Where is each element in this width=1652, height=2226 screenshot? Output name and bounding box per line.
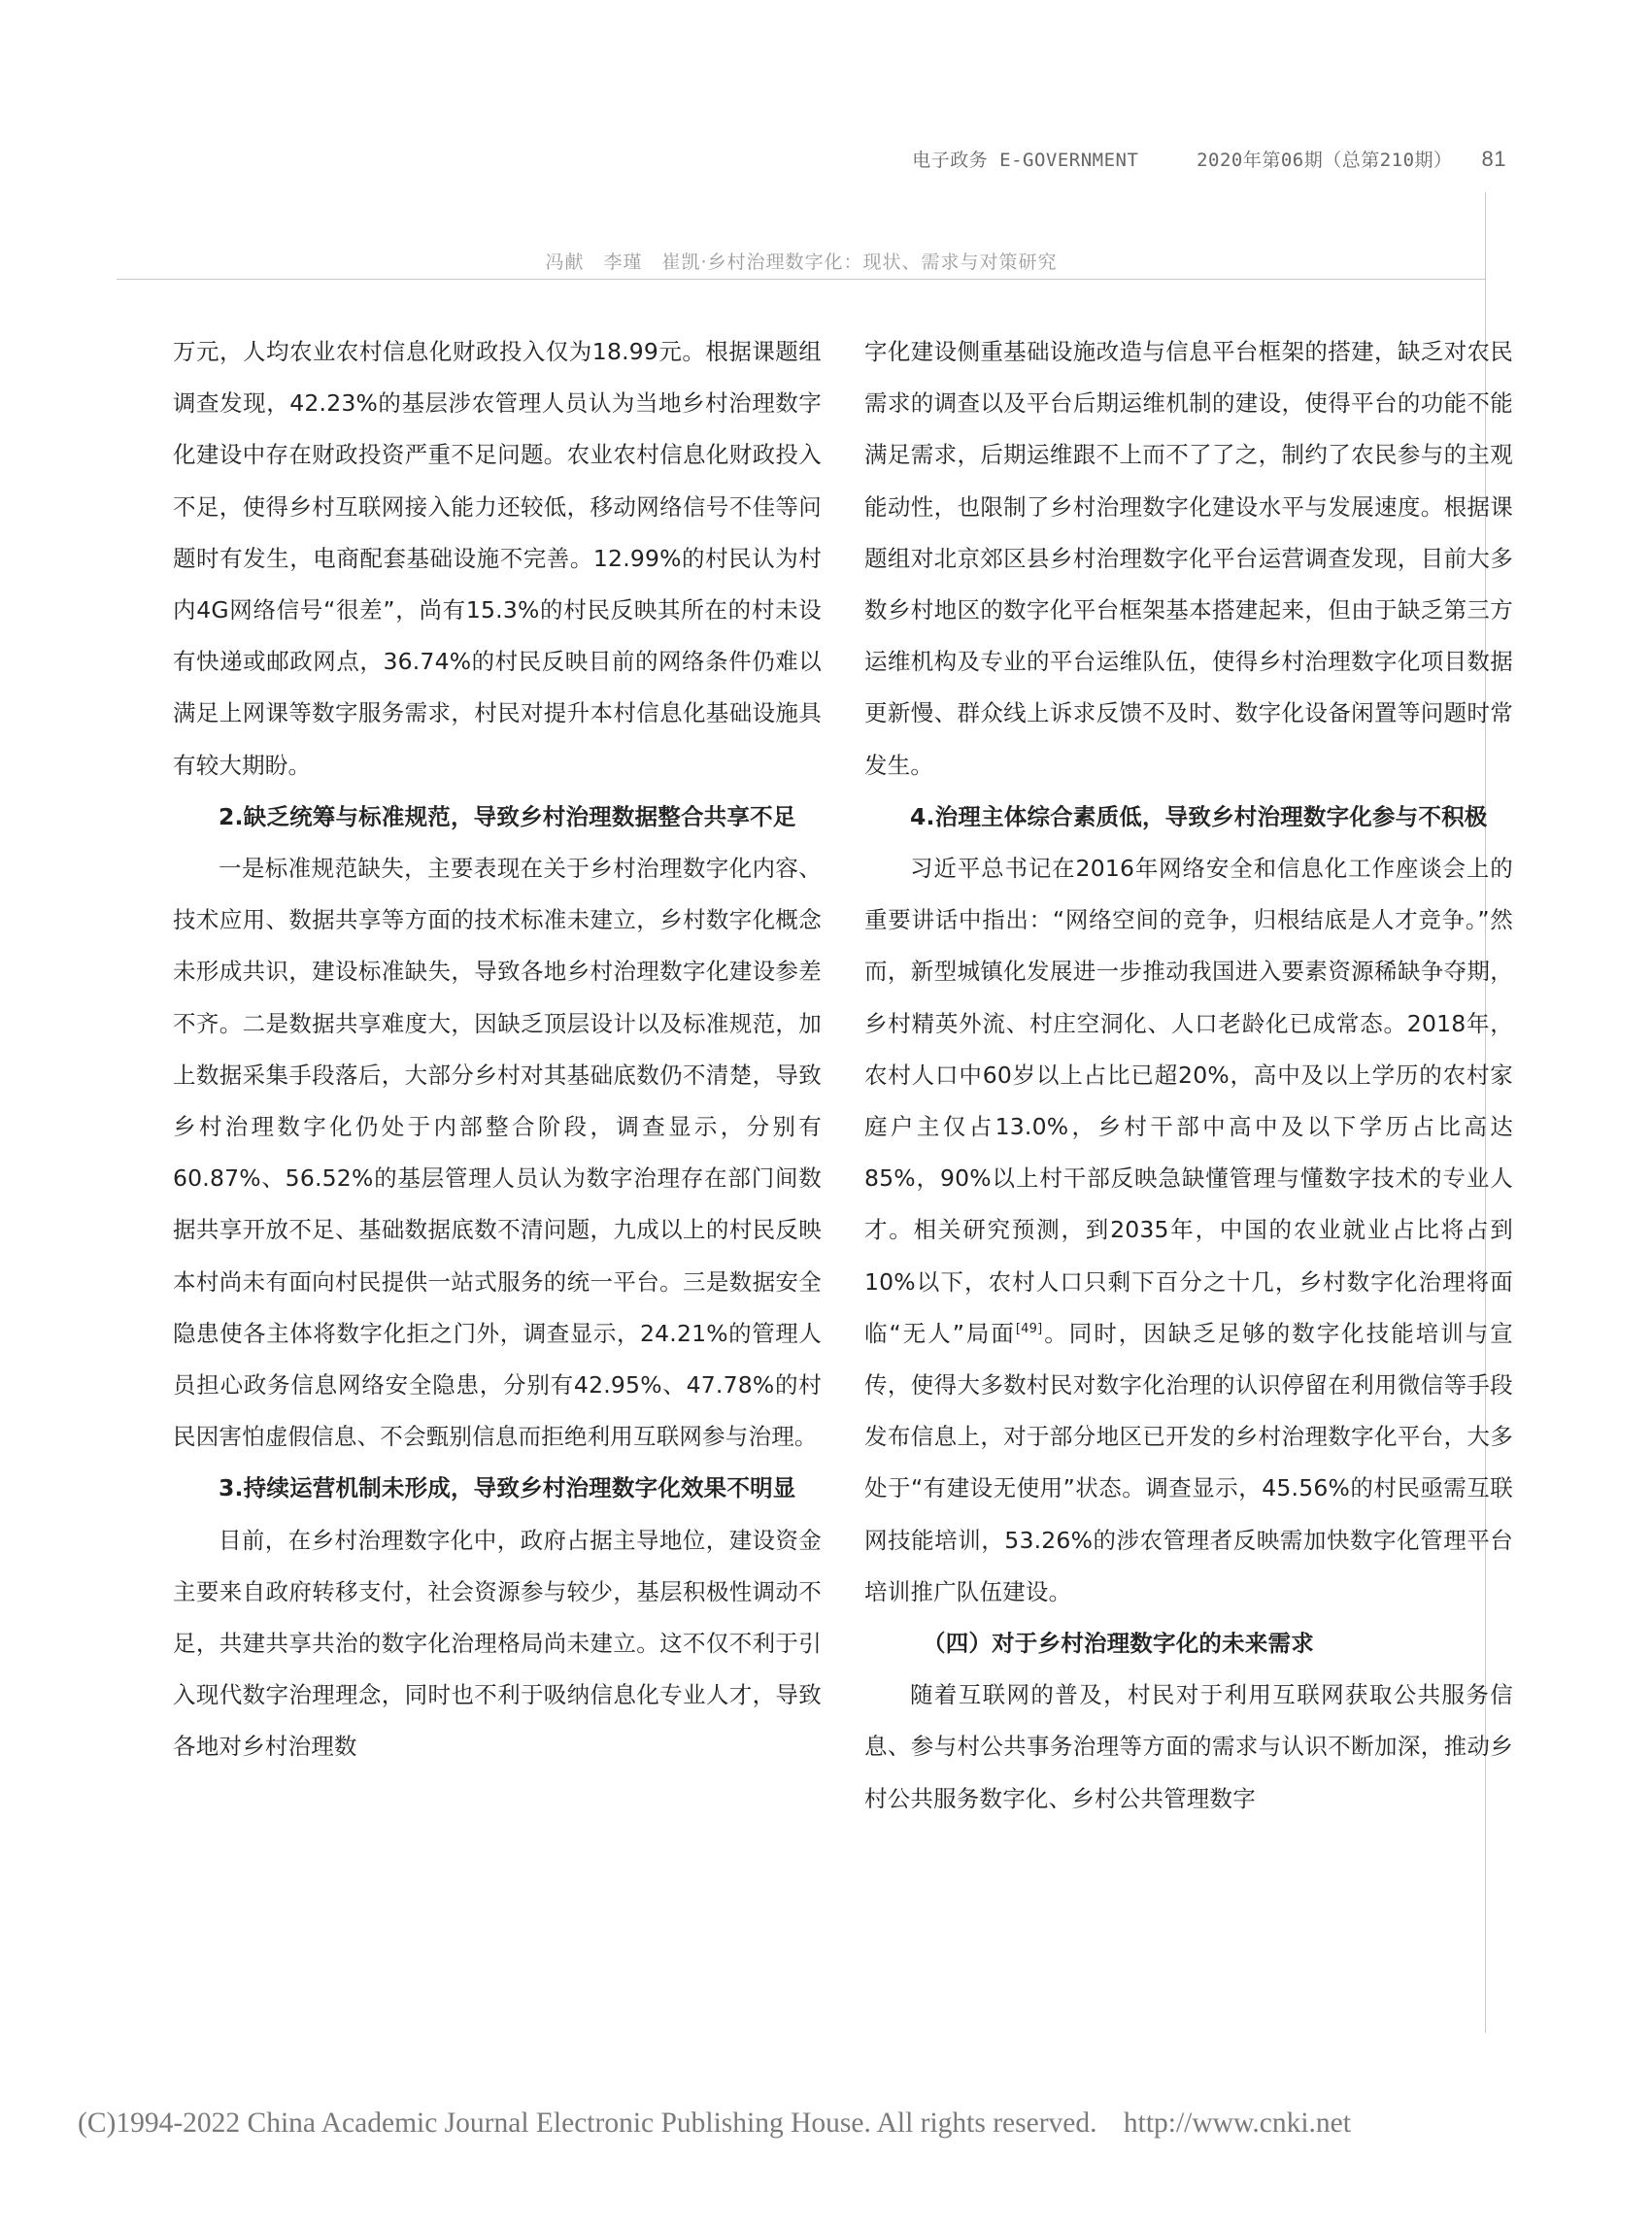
paragraph-text: 习近平总书记在2016年网络安全和信息化工作座谈会上的重要讲话中指出：“网络空间的竞争，归根结底是人才竞争。”然而，新型城镇化发展进一步推动我国进入要素资源稀缺争夺期，乡村精英外流、村庄空洞化、人口老龄化已成常态。2018年，农村人口中60岁以上占比已超20%，高中及以上学历的农村家庭户主仅占13.0%，乡村干部中高中及以下学历占比高达85%，90%以上村干部反映急缺懂管理与懂数字技术的专业人才。相关研究预测，到2035年，中国的农业就业占比将占到10%以下，农村人口只剩下百分之十几，乡村数字化治理将面临“无人”局面	[864, 855, 1513, 1347]
paragraph-text: 。同时，因缺乏足够的数字化技能培训与宣传，使得大多数村民对数字化治理的认识停留在利用微信等手段发布信息上，对于部分地区已开发的乡村治理数字化平台，大多处于“有建设无使用”状态。调查显示，45.56%的村民亟需互联网技能培训，53.26%的涉农管理者反映需加快数字化管理平台培训推广队伍建设。	[864, 1319, 1513, 1605]
paragraph: 随着互联网的普及，村民对于利用互联网获取公共服务信息、参与村公共事务治理等方面的需求与认识不断加深，推动乡村公共服务数字化、乡村公共管理数字	[864, 1681, 1513, 1812]
subsection-heading: （四）对于乡村治理数字化的未来需求	[923, 1630, 1314, 1658]
paragraph: 一是标准规范缺失，主要表现在关于乡村治理数字化内容、技术应用、数据共享等方面的技术标准未建立，乡村数字化概念未形成共识，建设标准缺失，导致各地乡村治理数字化建设参差不齐。二是数据共享难度大，因缺乏顶层设计以及标准规范，加上数据采集手段落后，大部分乡村对其基础底数仍不清楚，导致乡村治理数字化仍处于内部整合阶段，调查显示，分别有60.87%、56.52%的基层管理人员认为数字治理存在部门间数据共享开放不足、基础数据底数不清问题，九成以上的村民反映本村尚未有面向村民提供一站式服务的统一平台。三是数据安全隐患使各主体将数字化拒之门外，调查显示，24.21%的管理人员担心政务信息网络安全隐患，分别有42.95%、47.78%的村民因害怕虚假信息、不会甄别信息而拒绝利用互联网参与治理。	[173, 855, 822, 1451]
horizontal-rule	[117, 279, 1486, 280]
page-number: 81	[1481, 147, 1506, 171]
running-head	[912, 146, 1506, 172]
copyright-text: (C)1994-2022 China Academic Journal Electronic Publishing House. All rights reserved.	[78, 2108, 1097, 2139]
left-column	[173, 326, 822, 1773]
section-heading: 3.持续运营机制未形成，导致乡村治理数字化效果不明显	[219, 1474, 796, 1502]
paragraph: 目前，在乡村治理数字化中，政府占据主导地位，建设资金主要来自政府转移支付，社会资源参与较少，基层积极性调动不足，共建共享共治的数字化治理格局尚未建立。这不仅不利于引入现代数字治理理念，同时也不利于吸纳信息化专业人才，导致各地对乡村治理数	[173, 1526, 822, 1761]
right-column	[864, 326, 1513, 1825]
section-heading: 4.治理主体综合素质低，导致乡村治理数字化参与不积极	[910, 802, 1488, 830]
section-heading: 2.缺乏统筹与标准规范，导致乡村治理数据整合共享不足	[219, 802, 796, 830]
journal-name: 电子政务 E-GOVERNMENT	[912, 150, 1139, 171]
paragraph	[864, 843, 1513, 1618]
article-running-title: 冯献 李瑾 崔凯·乡村治理数字化：现状、需求与对策研究	[545, 252, 1058, 273]
issue-info: 2020年第06期（总第210期）	[1197, 150, 1453, 171]
copyright-footer	[78, 2108, 1351, 2140]
paragraph: 字化建设侧重基础设施改造与信息平台框架的搭建，缺乏对农民需求的调查以及平台后期运维机制的建设，使得平台的功能不能满足需求，后期运维跟不上而不了了之，制约了农民参与的主观能动性，也限制了乡村治理数字化建设水平与发展速度。根据课题组对北京郊区县乡村治理数字化平台运营调查发现，目前大多数乡村地区的数字化平台框架基本搭建起来，但由于缺乏第三方运维机构及专业的平台运维队伍，使得乡村治理数字化项目数据更新慢、群众线上诉求反馈不及时、数字化设备闲置等问题时常发生。	[864, 338, 1513, 779]
paragraph: 万元，人均农业农村信息化财政投入仅为18.99元。根据课题组调查发现，42.23%的基层涉农管理人员认为当地乡村治理数字化建设中存在财政投资严重不足问题。农业农村信息化财政投入不足，使得乡村互联网接入能力还较低，移动网络信号不佳等问题时有发生，电商配套基础设施不完善。12.99%的村民认为村内4G网络信号“很差”，尚有15.3%的村民反映其所在的村未设有快递或邮政网点，36.74%的村民反映目前的网络条件仍难以满足上网课等数字服务需求，村民对提升本村信息化基础设施具有较大期盼。	[173, 338, 822, 779]
citation-ref[interactable]: [49]	[1015, 1322, 1043, 1337]
cnki-url[interactable]: http://www.cnki.net	[1123, 2108, 1351, 2139]
